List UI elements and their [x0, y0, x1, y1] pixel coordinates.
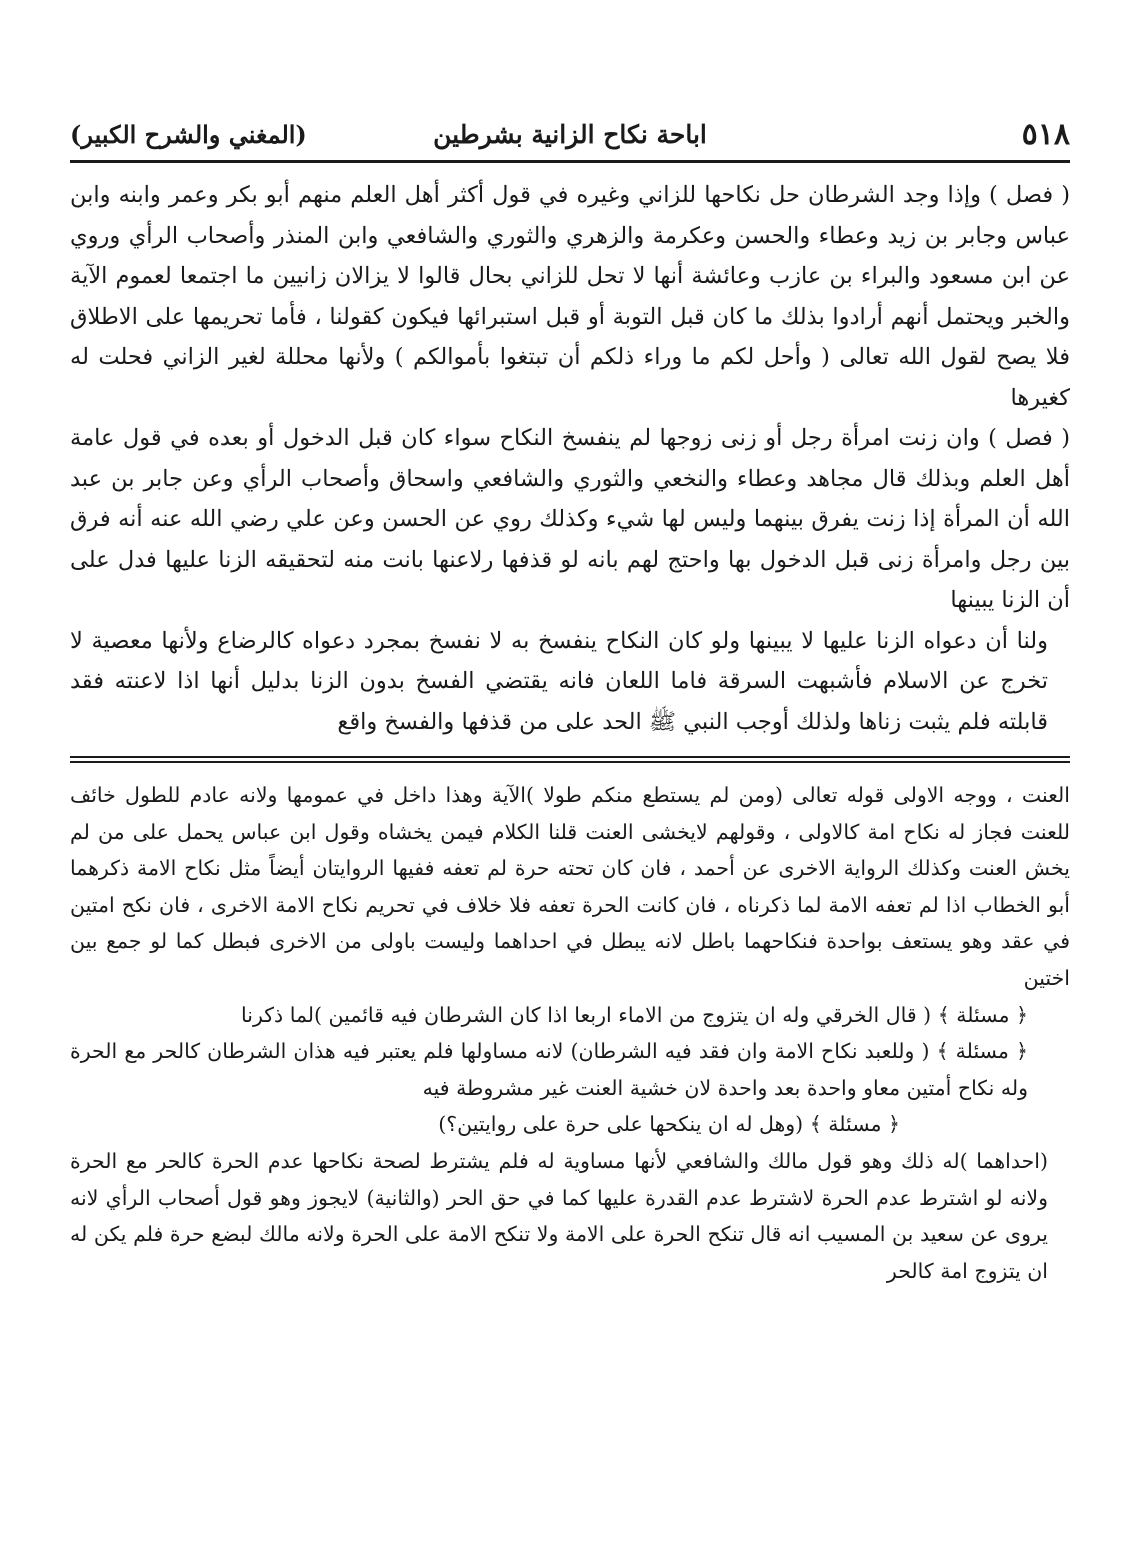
issue-paragraph: ﴿ مسئلة ﴾ (وهل له ان ينكحها على حرة على روايتين؟) — [438, 1112, 900, 1137]
main-text — [70, 175, 1070, 742]
page-header — [70, 112, 1070, 156]
commentary-paragraph: العنت ، ووجه الاولى قوله تعالى (ومن لم يستطع منكم طولا )الآية وهذا داخل في عمومها ولانه عادم للطول خائف للعنت فجاز له نكاح امة كالاولى ، وقولهم لايخشى العنت قلنا الكلام فيمن يخشاه وقول ابن عباس يحمل على من لم يخش العنت وكذلك الرواية الاخرى عن أحمد ، فان كان تحته حرة لم تعفه ففيها الروايتان أيضاً مثل نكاح الامة ذكرهما أبو الخطاب اذا لم تعفه الامة لما ذكرناه ، فان كانت الحرة تعفه فلا خلاف في تحريم نكاح الامة الاخرى ، فان نكح امتين في عقد وهو يستعف بواحدة فنكاحهما باطل لانه يبطل في احداهما وليست باولى من الاخرى فبطل كما لو جمع بين اختين — [70, 783, 1070, 990]
page-number: ٥١٨ — [1021, 116, 1070, 152]
issue-paragraph: ﴿ مسئلة ﴾ ( وللعبد نكاح الامة وان فقد فيه الشرطان) لانه مساولها فلم يعتبر فيه هذان الشرطان كالحر مع الحرة وله نكاح أمتين معاو واحدة بعد واحدة لان خشية العنت غير مشروطة فيه — [70, 1039, 1028, 1100]
header-rule — [70, 160, 1070, 163]
book-title: (المغني والشرح الكبير) — [70, 119, 307, 149]
book-page — [70, 112, 1070, 1532]
section-divider — [70, 756, 1070, 763]
main-paragraph: ولنا أن دعواه الزنا عليها لا يبينها ولو كان النكاح ينفسخ به لا نفسخ بمجرد دعواه كالرضاع ولأنها معصية لا تخرج عن الاسلام فأشبهت السرقة فاما اللعان فانه يقتضي الفسخ بدون الزنا بدليل أنها اذا لاعنته فقد قابلته فلم يثبت زناها ولذلك أوجب النبي ﷺ الحد على من قذفها والفسخ واقع — [70, 627, 1048, 735]
issue-paragraph: ﴿ مسئلة ﴾ ( قال الخرقي وله ان يتزوج من الاماء اربعا اذا كان الشرطان فيه قائمين )لما ذكرنا — [241, 1002, 1028, 1027]
main-paragraph: ( فصل ) وان زنت امرأة رجل أو زنى زوجها لم ينفسخ النكاح سواء كان قبل الدخول أو بعده في قول عامة أهل العلم وبذلك قال مجاهد وعطاء والنخعي والثوري والشافعي واسحاق وأصحاب الرأي وعن جابر بن عبد الله أن المرأة إذا زنت يفرق بينهما وليس لها شيء وكذلك روي عن الحسن وعن علي رضي الله عنه أنه فرق بين رجل وامرأة زنى قبل الدخول بها واحتج لهم بانه لو قذفها رلاعنها بانت منه لتحقيقه الزنا عليها فدل على أن الزنا يبينها — [70, 425, 1070, 613]
main-paragraph: ( فصل ) وإذا وجد الشرطان حل نكاحها للزاني وغيره في قول أكثر أهل العلم منهم أبو بكر وعمر وابنه وابن عباس وجابر بن زيد وعطاء والحسن وعكرمة والزهري والثوري والشافعي وابن المنذر وأصحاب الرأي وروي عن ابن مسعود والبراء بن عازب وعائشة أنها لا تحل للزاني بحال قالوا لا يزالان زانيين ما اجتمعا لعموم الآية والخبر ويحتمل أنهم أرادوا بذلك ما كان قبل التوبة أو قبل استبرائها فيكون كقولنا ، فأما تحريمها على الاطلاق فلا يصح لقول الله تعالى ( وأحل لكم ما وراء ذلكم أن تبتغوا بأموالكم ) ولأنها محللة لغير الزاني فحلت له كغيرها — [70, 182, 1070, 411]
commentary-paragraph: (احداهما )له ذلك وهو قول مالك والشافعي لأنها مساوية له فلم يشترط لصحة نكاحها عدم الحرة كالحر مع الحرة ولانه لو اشترط عدم الحرة لاشترط عدم القدرة عليها كما في حق الحر (والثانية) لايجوز وهو قول أصحاب الرأي لانه يروى عن سعيد بن المسيب انه قال تنكح الحرة على الامة ولا تنكح الامة على الحرة ولانه مالك لبضع حرة فلم يكن له ان يتزوج امة كالحر — [70, 1148, 1048, 1283]
running-title: اباحة نكاح الزانية بشرطين — [433, 119, 707, 149]
commentary-text — [70, 777, 1070, 1289]
